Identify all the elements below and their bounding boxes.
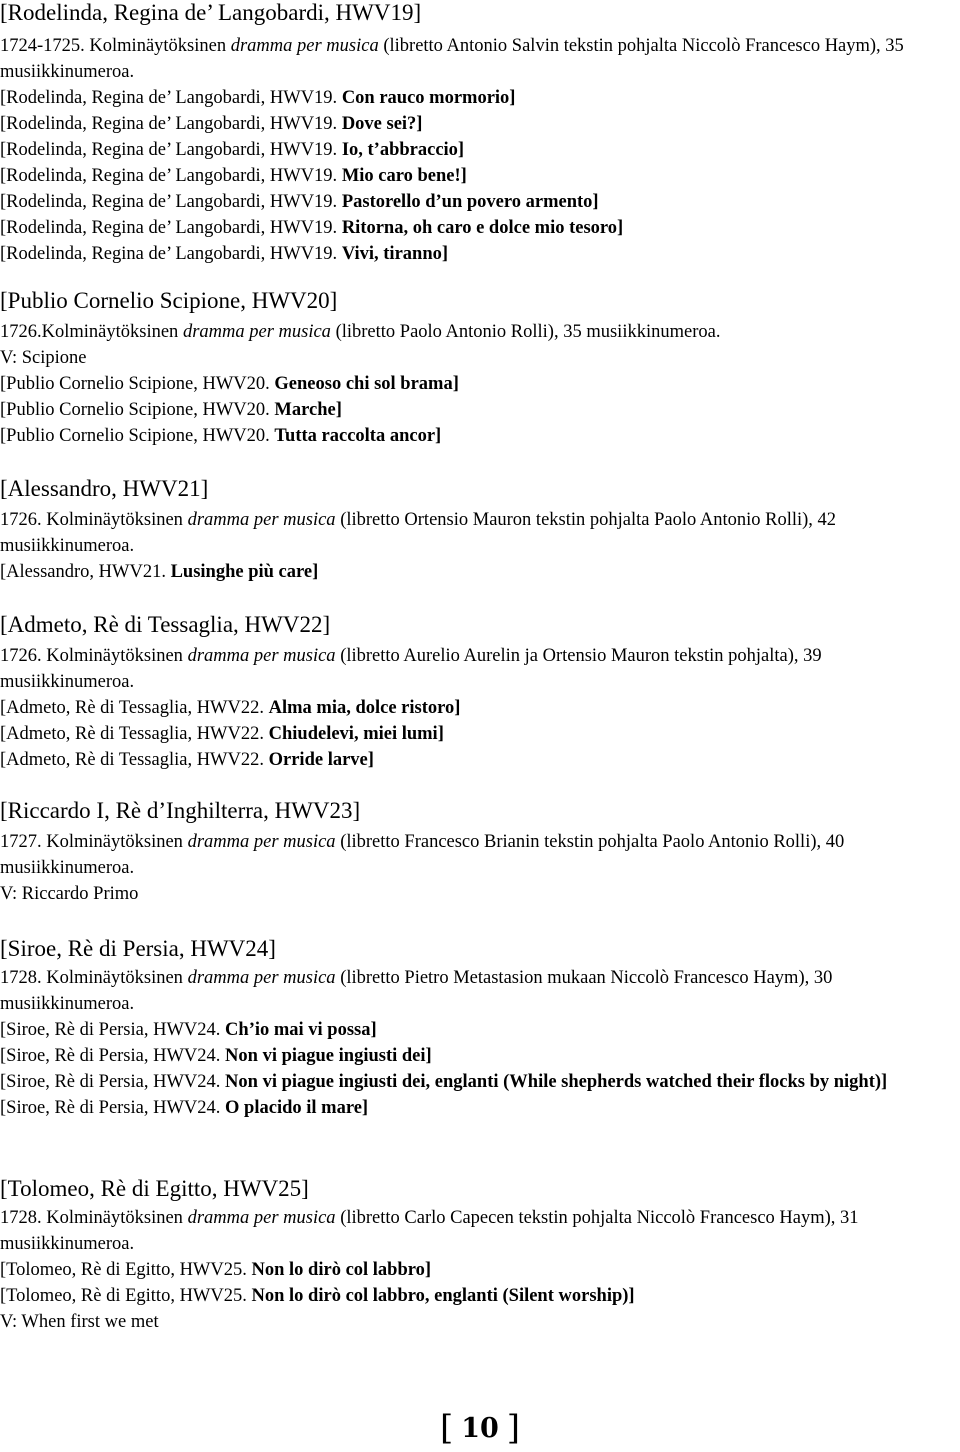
aria-name: Vivi, tiranno] bbox=[341, 244, 449, 264]
work-entry-hwv21 bbox=[0, 477, 958, 585]
aria-name: Marche] bbox=[274, 400, 342, 420]
aria-item bbox=[0, 721, 958, 747]
aria-ref: [Siroe, Rè di Persia, HWV24. bbox=[0, 1020, 226, 1040]
aria-ref: [Rodelinda, Regina de’ Langobardi, HWV19. bbox=[0, 192, 342, 212]
aria-item bbox=[0, 1095, 958, 1121]
aria-name: Geneoso chi sol brama] bbox=[274, 374, 459, 394]
aria-name: Con rauco mormorio] bbox=[341, 88, 516, 108]
aria-item bbox=[0, 1017, 958, 1043]
version-note: V: Riccardo Primo bbox=[0, 884, 139, 904]
work-entry-hwv19 bbox=[0, 1, 958, 267]
aria-ref: [Siroe, Rè di Persia, HWV24. bbox=[0, 1098, 226, 1118]
aria-name: Alma mia, dolce ristoro] bbox=[268, 698, 461, 718]
aria-name: Lusinghe più care] bbox=[170, 562, 319, 582]
bracket-close: ] bbox=[506, 1408, 521, 1448]
work-entry-hwv24 bbox=[0, 937, 958, 1121]
aria-ref: [Rodelinda, Regina de’ Langobardi, HWV19. bbox=[0, 218, 342, 238]
aria-item bbox=[0, 137, 958, 163]
desc-text: 1727. Kolminäytöksinen bbox=[0, 832, 188, 852]
aria-item bbox=[0, 397, 958, 423]
aria-ref: [Publio Cornelio Scipione, HWV20. bbox=[0, 374, 275, 394]
aria-ref: [Rodelinda, Regina de’ Langobardi, HWV19. bbox=[0, 244, 342, 264]
version-note: V: When first we met bbox=[0, 1312, 159, 1332]
aria-item bbox=[0, 215, 958, 241]
desc-text: (libretto Carlo Capecen tekstin pohjalta Niccolò Francesco Haym), 31 musiikkinumeroa. bbox=[0, 1208, 859, 1254]
work-title: [Tolomeo, Rè di Egitto, HWV25] bbox=[0, 1176, 309, 1201]
page-number: 10 bbox=[461, 1413, 499, 1444]
aria-item bbox=[0, 1069, 958, 1095]
aria-ref: [Admeto, Rè di Tessaglia, HWV22. bbox=[0, 750, 269, 770]
aria-name: Chiudelevi, miei lumi] bbox=[268, 724, 444, 744]
work-description bbox=[0, 1205, 958, 1257]
aria-ref: [Rodelinda, Regina de’ Langobardi, HWV19. bbox=[0, 88, 342, 108]
aria-ref: [Admeto, Rè di Tessaglia, HWV22. bbox=[0, 724, 269, 744]
aria-name: Mio caro bene!] bbox=[341, 166, 467, 186]
genre-text: dramma per musica bbox=[187, 832, 336, 852]
work-description bbox=[0, 643, 958, 695]
work-entry-hwv25 bbox=[0, 1177, 958, 1335]
desc-text: (libretto Francesco Brianin tekstin pohjalta Paolo Antonio Rolli), 40 musiikkinumeroa. bbox=[0, 832, 845, 878]
aria-name: Dove sei?] bbox=[341, 114, 423, 134]
desc-text: (libretto Antonio Salvin tekstin pohjalta Niccolò Francesco Haym), 35 musiikkinumeroa. bbox=[0, 36, 904, 82]
aria-name: Non vi piague ingiusti dei] bbox=[225, 1046, 432, 1066]
aria-name: Non lo dirò col labbro, englanti (Silent worship)] bbox=[251, 1286, 635, 1306]
work-title: [Alessandro, HWV21] bbox=[0, 476, 209, 501]
genre-text: dramma per musica bbox=[187, 1208, 336, 1228]
aria-item bbox=[0, 111, 958, 137]
genre-text: dramma per musica bbox=[187, 646, 336, 666]
aria-item bbox=[0, 747, 958, 773]
genre-text: dramma per musica bbox=[187, 968, 336, 988]
aria-ref: [Rodelinda, Regina de’ Langobardi, HWV19. bbox=[0, 140, 342, 160]
aria-name: Orride larve] bbox=[268, 750, 374, 770]
desc-text: 1726. Kolminäytöksinen bbox=[0, 510, 188, 530]
aria-item bbox=[0, 1283, 958, 1309]
aria-ref: [Rodelinda, Regina de’ Langobardi, HWV19. bbox=[0, 166, 342, 186]
aria-item bbox=[0, 1257, 958, 1283]
aria-item bbox=[0, 163, 958, 189]
work-entry-hwv22 bbox=[0, 613, 958, 773]
aria-name: Non vi piague ingiusti dei, englanti (While shepherds watched their flocks by night)] bbox=[225, 1072, 888, 1092]
aria-ref: [Rodelinda, Regina de’ Langobardi, HWV19. bbox=[0, 114, 342, 134]
aria-name: O placido il mare] bbox=[225, 1098, 369, 1118]
work-description bbox=[0, 829, 958, 881]
aria-name: Ritorna, oh caro e dolce mio tesoro] bbox=[341, 218, 624, 238]
aria-ref: [Admeto, Rè di Tessaglia, HWV22. bbox=[0, 698, 269, 718]
aria-name: Ch’io mai vi possa] bbox=[225, 1020, 377, 1040]
desc-text: 1724-1725. Kolminäytöksinen bbox=[0, 36, 231, 56]
work-entry-hwv20 bbox=[0, 289, 958, 449]
aria-item bbox=[0, 423, 958, 449]
desc-text: 1728. Kolminäytöksinen bbox=[0, 1208, 188, 1228]
work-description bbox=[0, 33, 958, 85]
aria-ref: [Siroe, Rè di Persia, HWV24. bbox=[0, 1046, 226, 1066]
aria-item bbox=[0, 1043, 958, 1069]
genre-text: dramma per musica bbox=[230, 36, 379, 56]
desc-text: 1726. Kolminäytöksinen bbox=[0, 646, 188, 666]
aria-ref: [Tolomeo, Rè di Egitto, HWV25. bbox=[0, 1286, 252, 1306]
work-entry-hwv23 bbox=[0, 799, 958, 907]
work-title: [Rodelinda, Regina de’ Langobardi, HWV19] bbox=[0, 0, 422, 25]
desc-text: (libretto Paolo Antonio Rolli), 35 musiikkinumeroa. bbox=[330, 322, 721, 342]
aria-name: Non lo dirò col labbro] bbox=[251, 1260, 432, 1280]
work-description bbox=[0, 507, 958, 559]
version-note: V: Scipione bbox=[0, 348, 87, 368]
work-description bbox=[0, 319, 958, 345]
desc-text: 1726.Kolminäytöksinen bbox=[0, 322, 183, 342]
bracket-open: [ bbox=[439, 1408, 454, 1448]
aria-name: Tutta raccolta ancor] bbox=[274, 426, 442, 446]
work-title: [Publio Cornelio Scipione, HWV20] bbox=[0, 288, 338, 313]
work-title: [Admeto, Rè di Tessaglia, HWV22] bbox=[0, 612, 331, 637]
aria-ref: [Alessandro, HWV21. bbox=[0, 562, 171, 582]
desc-text: (libretto Aurelio Aurelin ja Ortensio Mauron tekstin pohjalta), 39 musiikkinumeroa. bbox=[0, 646, 822, 692]
aria-name: Io, t’abbraccio] bbox=[341, 140, 465, 160]
genre-text: dramma per musica bbox=[182, 322, 331, 342]
work-description bbox=[0, 965, 958, 1017]
aria-item bbox=[0, 189, 958, 215]
page-footer bbox=[0, 1408, 960, 1448]
genre-text: dramma per musica bbox=[187, 510, 336, 530]
desc-text: (libretto Ortensio Mauron tekstin pohjalta Paolo Antonio Rolli), 42 musiikkinumeroa. bbox=[0, 510, 837, 556]
aria-item bbox=[0, 85, 958, 111]
aria-item bbox=[0, 695, 958, 721]
desc-text: 1728. Kolminäytöksinen bbox=[0, 968, 188, 988]
work-title: [Riccardo I, Rè d’Inghilterra, HWV23] bbox=[0, 798, 361, 823]
aria-name: Pastorello d’un povero armento] bbox=[341, 192, 599, 212]
work-title: [Siroe, Rè di Persia, HWV24] bbox=[0, 936, 276, 961]
aria-item bbox=[0, 371, 958, 397]
aria-item bbox=[0, 241, 958, 267]
desc-text: (libretto Pietro Metastasion mukaan Niccolò Francesco Haym), 30 musiikkinumeroa. bbox=[0, 968, 833, 1014]
aria-ref: [Siroe, Rè di Persia, HWV24. bbox=[0, 1072, 226, 1092]
aria-ref: [Tolomeo, Rè di Egitto, HWV25. bbox=[0, 1260, 252, 1280]
aria-item bbox=[0, 559, 958, 585]
aria-ref: [Publio Cornelio Scipione, HWV20. bbox=[0, 400, 275, 420]
aria-ref: [Publio Cornelio Scipione, HWV20. bbox=[0, 426, 275, 446]
